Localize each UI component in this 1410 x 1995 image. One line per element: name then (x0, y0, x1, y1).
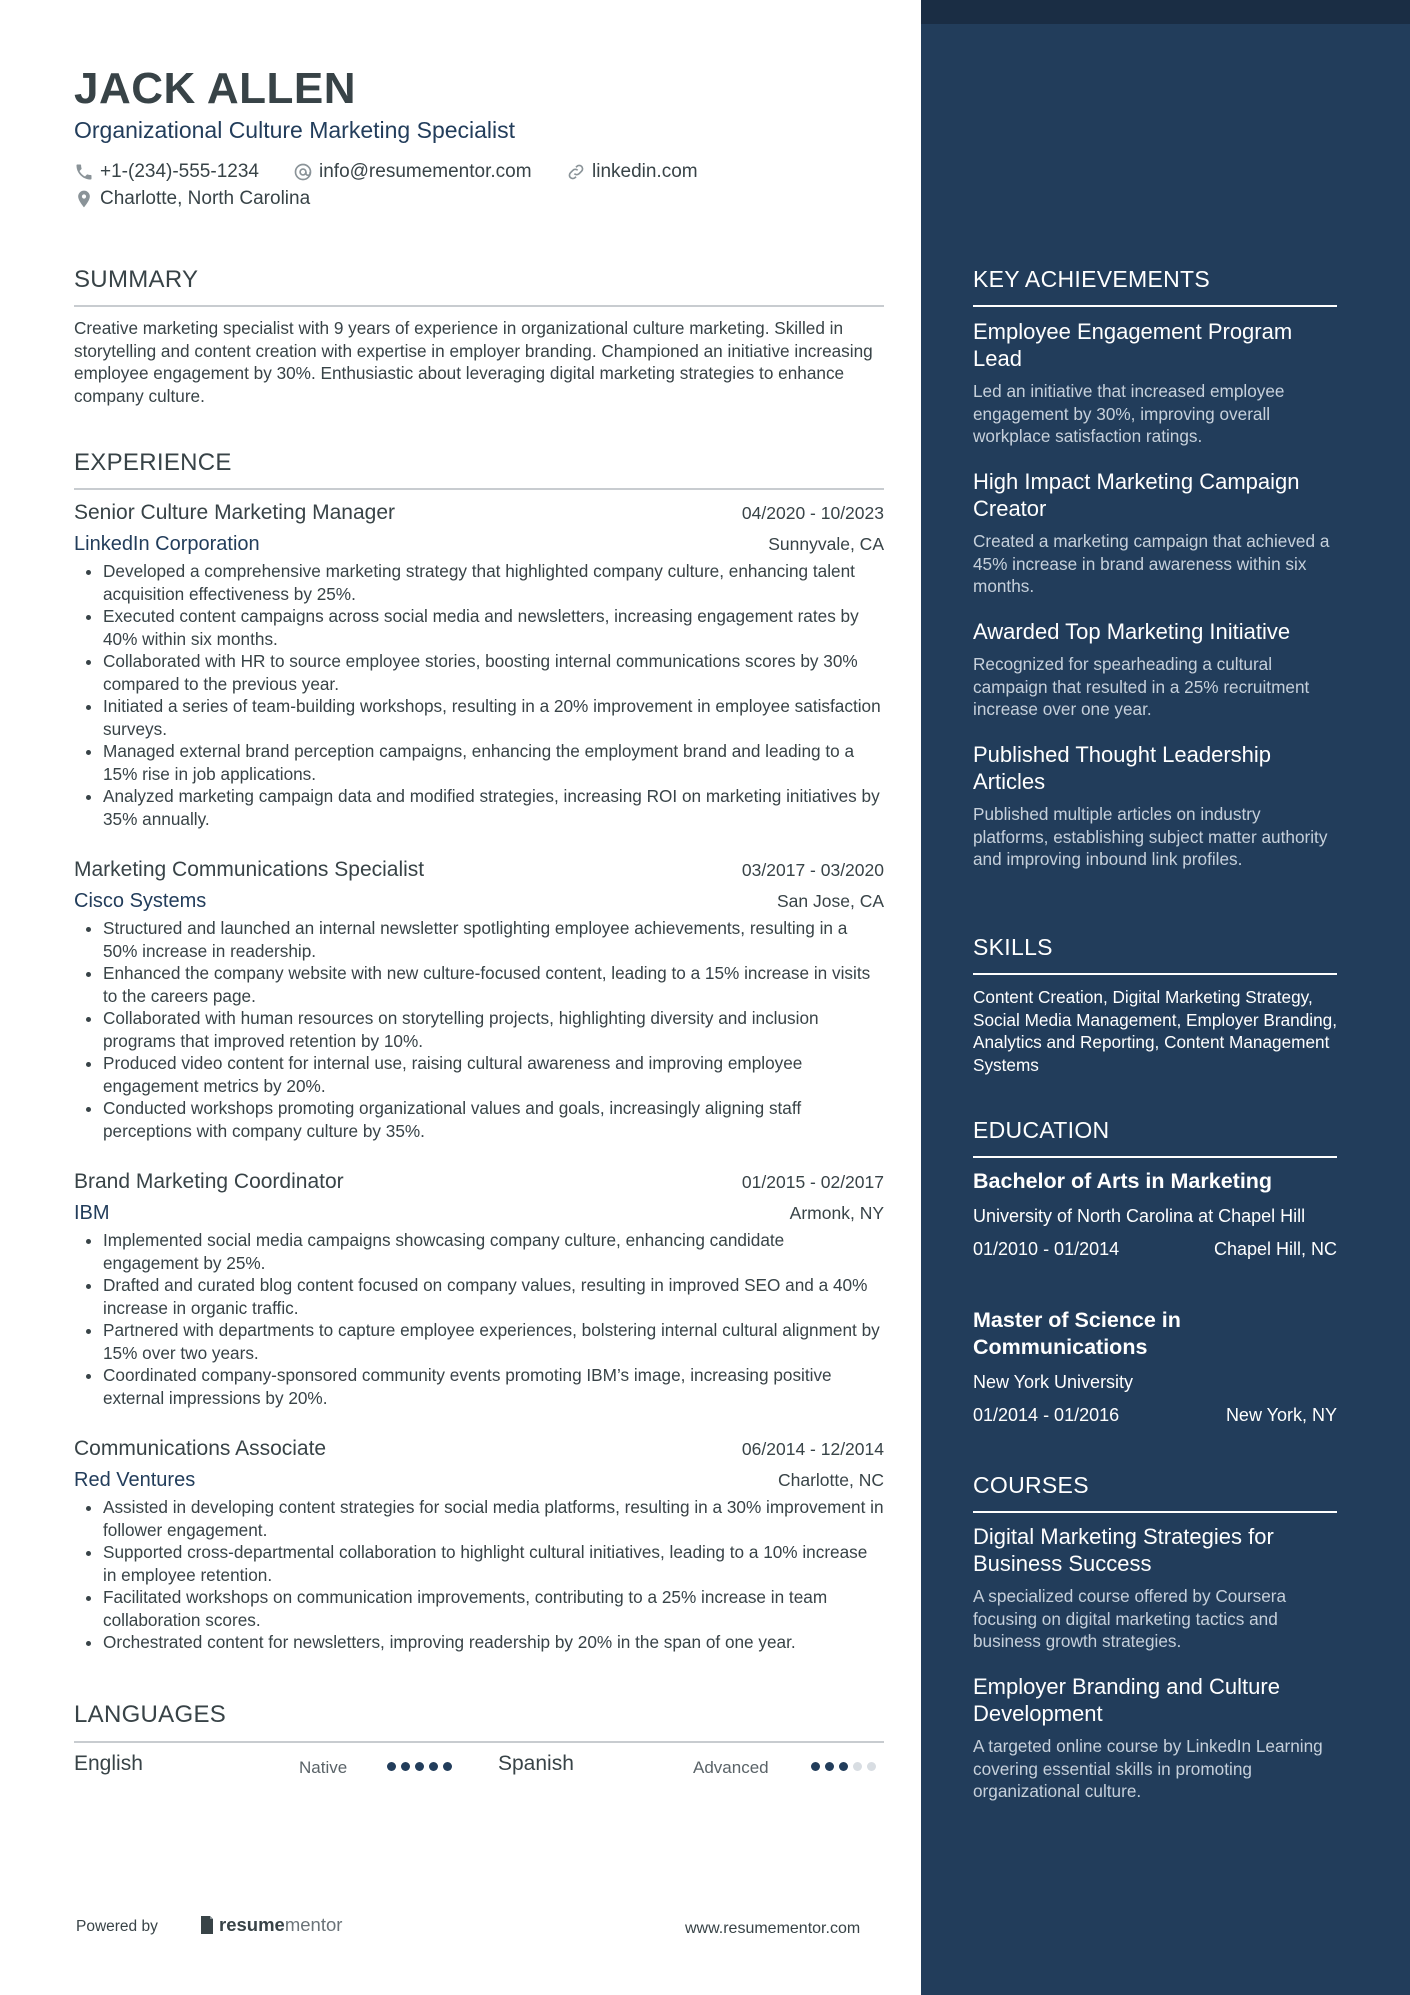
job-company: IBM (74, 1202, 110, 1224)
candidate-name: JACK ALLEN (74, 64, 357, 113)
phone-text: +1-(234)-555-1234 (100, 161, 259, 182)
contact-linkedin[interactable] (566, 161, 698, 183)
language-rating (811, 1762, 876, 1771)
rating-dot-filled (839, 1762, 848, 1771)
job-role: Senior Culture Marketing Manager (74, 501, 395, 524)
job-company: LinkedIn Corporation (74, 533, 260, 555)
achievements-divider (973, 305, 1337, 307)
language-rating (387, 1762, 452, 1771)
job-bullet: • Collaborated with human resources on storytelling projects, highlighting diversity and inclusion programs that improved retention by 10%. (103, 1007, 884, 1052)
education-item (973, 1307, 1337, 1426)
summary-text: Creative marketing specialist with 9 years of experience in organizational culture marketing. Skilled in storytelling and content creation with expertise in employer branding. Championed an initiative increasing employee engagement by 30%. Enthusiastic about leveraging digital marketing strategies to enhance company culture. (74, 318, 873, 406)
language-name: English (74, 1752, 143, 1775)
job-bullet: • Collaborated with HR to source employee stories, boosting internal communications scores by 30% compared to the previous year. (103, 650, 884, 695)
contact-phone[interactable] (74, 161, 259, 183)
education-divider (973, 1156, 1337, 1158)
email-text: info@resumementor.com (319, 161, 532, 182)
rating-dot-filled (443, 1762, 452, 1771)
job-location: San Jose, CA (777, 891, 884, 911)
course-item (973, 1673, 1337, 1803)
powered-by-label: Powered by (76, 1918, 158, 1935)
language-level: Advanced (693, 1758, 769, 1777)
job-dates: 06/2014 - 12/2014 (741, 1439, 884, 1459)
job-bullet: • Conducted workshops promoting organizational values and goals, increasingly aligning staff perceptions with company culture by 35%. (103, 1097, 884, 1142)
job-bullet: • Structured and launched an internal newsletter spotlighting employee achievements, resulting in a 50% increase in readership. (103, 917, 884, 962)
education-dates: 01/2010 - 01/2014 (973, 1239, 1120, 1259)
achievement-item (973, 618, 1337, 721)
logo-bold-text: resume (219, 1914, 285, 1935)
rating-dot-filled (415, 1762, 424, 1771)
link-icon (566, 162, 586, 182)
job-bullet: • Orchestrated content for newsletters, improving readership by 20% in the span of one year. (103, 1631, 884, 1654)
linkedin-text: linkedin.com (592, 161, 698, 182)
job-entry (74, 1170, 884, 1409)
job-location: Charlotte, NC (777, 1470, 884, 1490)
education-location: Chapel Hill, NC (1213, 1239, 1337, 1259)
rating-dot-filled (387, 1762, 396, 1771)
achievement-desc: Published multiple articles on industry platforms, establishing subject matter authority and improving inbound link profiles. (973, 804, 1328, 869)
job-company: Cisco Systems (74, 890, 207, 912)
achievement-title: Awarded Top Marketing Initiative (973, 619, 1291, 644)
skills-heading: SKILLS (973, 934, 1053, 960)
achievement-title: Employee Engagement Program Lead (973, 319, 1293, 371)
sidebar-top-band (921, 0, 1410, 24)
achievement-title: Published Thought Leadership Articles (973, 742, 1272, 794)
contact-location (74, 188, 310, 210)
rating-dot-empty (867, 1762, 876, 1771)
job-role: Marketing Communications Specialist (74, 858, 425, 881)
job-bullet: • Assisted in developing content strategies for social media platforms, resulting in a 30% improvement in follower engagement. (103, 1496, 884, 1541)
at-icon (293, 162, 313, 182)
education-degree: Bachelor of Arts in Marketing (973, 1169, 1273, 1193)
skills-text: Content Creation, Digital Marketing Strategy, Social Media Management, Employer Branding, Analytics and Reporting, Content Management Systems (973, 987, 1337, 1075)
job-bullet: • Produced video content for internal use, raising cultural awareness and improving employee engagement metrics by 20%. (103, 1052, 884, 1097)
logo-light-text: mentor (284, 1914, 343, 1935)
education-dates: 01/2014 - 01/2016 (973, 1405, 1120, 1425)
job-bullet: • Partnered with departments to capture employee experiences, bolstering internal cultural alignment by 15% over two years. (103, 1319, 884, 1364)
job-bullet: • Supported cross-departmental collaboration to highlight cultural initiatives, leading to a 10% increase in employee retention. (103, 1541, 884, 1586)
achievement-desc: Created a marketing campaign that achieved a 45% increase in brand awareness within six months. (973, 531, 1330, 596)
job-bullet: • Analyzed marketing campaign data and modified strategies, increasing ROI on marketing initiatives by 35% annually. (103, 785, 884, 830)
job-role: Communications Associate (74, 1437, 327, 1460)
job-location: Armonk, NY (789, 1203, 884, 1223)
rating-dot-filled (401, 1762, 410, 1771)
course-title: Digital Marketing Strategies for Business Success (973, 1524, 1274, 1576)
resumementor-logo[interactable] (199, 1914, 342, 1936)
phone-icon (74, 162, 94, 182)
job-dates: 01/2015 - 02/2017 (741, 1172, 884, 1192)
footer-url[interactable]: www.resumementor.com (685, 1920, 861, 1937)
education-school: New York University (973, 1372, 1134, 1392)
achievements-heading: KEY ACHIEVEMENTS (973, 266, 1211, 292)
job-bullet: • Drafted and curated blog content focused on company values, resulting in improved SEO and a 40% increase in organic traffic. (103, 1274, 884, 1319)
languages-heading: LANGUAGES (74, 1701, 227, 1728)
location-text: Charlotte, North Carolina (100, 188, 311, 209)
education-heading: EDUCATION (973, 1117, 1110, 1143)
summary-heading: SUMMARY (74, 266, 199, 293)
job-bullet: • Developed a comprehensive marketing strategy that highlighted company culture, enhancing talent acquisition effectiveness by 25%. (103, 560, 884, 605)
skills-divider (973, 973, 1337, 975)
rating-dot-filled (825, 1762, 834, 1771)
experience-divider (74, 488, 884, 490)
courses-divider (973, 1511, 1337, 1513)
job-bullet: • Initiated a series of team-building workshops, resulting in a 20% improvement in employee satisfaction surveys. (103, 695, 884, 740)
job-bullet: • Coordinated company-sponsored community events promoting IBM’s image, increasing positive external impressions by 20%. (103, 1364, 884, 1409)
job-entry (74, 501, 884, 830)
job-entry (74, 858, 884, 1142)
location-pin-icon (74, 189, 94, 209)
job-dates: 03/2017 - 03/2020 (741, 860, 884, 880)
achievement-desc: Led an initiative that increased employee engagement by 30%, improving overall workplace satisfaction ratings. (973, 381, 1285, 446)
achievement-item (973, 318, 1337, 448)
achievement-desc: Recognized for spearheading a cultural campaign that resulted in a 25% recruitment increase over one year. (973, 654, 1310, 719)
job-bullets (74, 560, 884, 830)
job-bullet: • Managed external brand perception campaigns, enhancing the employment brand and leading to a 15% rise in job applications. (103, 740, 884, 785)
language-name: Spanish (498, 1752, 574, 1775)
achievement-title: High Impact Marketing Campaign Creator (973, 469, 1300, 521)
achievement-item (973, 741, 1337, 871)
job-bullets (74, 917, 884, 1142)
education-school: University of North Carolina at Chapel Hill (973, 1206, 1306, 1226)
course-item (973, 1523, 1337, 1653)
job-role: Brand Marketing Coordinator (74, 1170, 344, 1193)
job-bullet: • Enhanced the company website with new culture-focused content, leading to a 15% increase in visits to the careers page. (103, 962, 884, 1007)
candidate-title: Organizational Culture Marketing Specialist (74, 117, 516, 143)
contact-email[interactable] (293, 161, 532, 183)
languages-divider (74, 1741, 884, 1743)
course-title: Employer Branding and Culture Development (973, 1674, 1280, 1726)
education-degree: Master of Science in Communications (973, 1308, 1181, 1359)
job-bullet: • Implemented social media campaigns showcasing company culture, enhancing candidate engagement by 25%. (103, 1229, 884, 1274)
language-level: Native (299, 1758, 348, 1777)
education-location: New York, NY (1225, 1405, 1337, 1425)
job-bullets (74, 1229, 884, 1409)
job-location: Sunnyvale, CA (768, 534, 884, 554)
rating-dot-filled (811, 1762, 820, 1771)
course-desc: A specialized course offered by Coursera focusing on digital marketing tactics and business growth strategies. (973, 1586, 1287, 1651)
rating-dot-filled (429, 1762, 438, 1771)
job-bullet: • Facilitated workshops on communication improvements, contributing to a 25% increase in team collaboration scores. (103, 1586, 884, 1631)
logo-mark-icon (199, 1915, 215, 1935)
job-entry (74, 1437, 884, 1654)
achievement-item (973, 468, 1337, 598)
job-bullet: • Executed content campaigns across social media and newsletters, increasing engagement rates by 40% within six months. (103, 605, 884, 650)
rating-dot-empty (853, 1762, 862, 1771)
job-company: Red Ventures (74, 1469, 196, 1491)
job-bullets (74, 1496, 884, 1654)
sidebar (921, 0, 1410, 1995)
experience-heading: EXPERIENCE (74, 449, 232, 476)
summary-divider (74, 305, 884, 307)
job-dates: 04/2020 - 10/2023 (741, 503, 884, 523)
courses-heading: COURSES (973, 1472, 1089, 1498)
education-item (973, 1168, 1337, 1260)
course-desc: A targeted online course by LinkedIn Learning covering essential skills in promoting organizational culture. (973, 1736, 1323, 1801)
